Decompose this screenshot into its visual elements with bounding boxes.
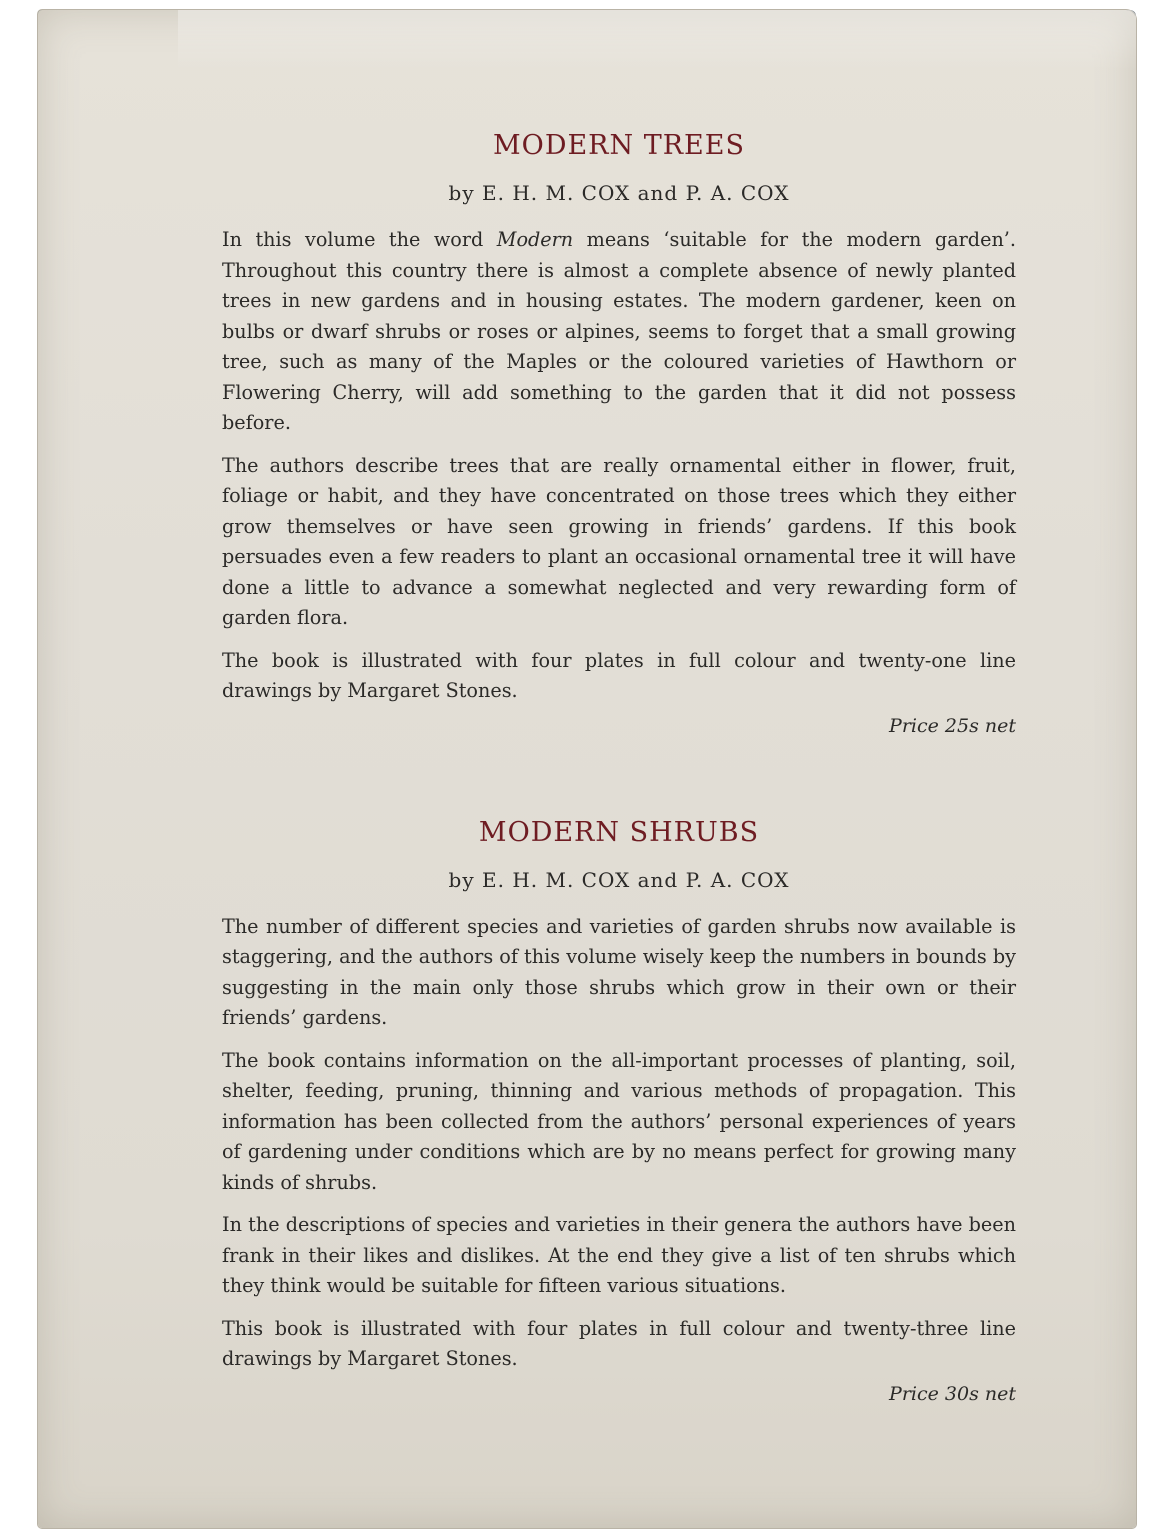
price-label: Price 30s net: [889, 1382, 1016, 1405]
description-paragraph: The book contains information on the all-important processes of planting, soil, shelter, feeding, pruning, thinning and various methods of propagation. This information has been collected from the authors’ personal experiences of years of gardening under conditions which are by no means perfect for growing many kinds of shrubs.: [222, 1048, 1016, 1194]
book-title: MODERN TREES: [493, 130, 745, 161]
book-modern-trees: [222, 130, 1016, 737]
illustration-note: The book is illustrated with four plates in full colour and twenty-one line drawings by Margaret Stones.: [222, 648, 1016, 702]
emphasis-word: Modern: [496, 228, 574, 251]
jacket-text: [222, 130, 1016, 1405]
text-run: In this volume the word: [222, 228, 497, 251]
description-paragraph: The number of different species and varieties of garden shrubs now available is staggering, and the authors of this volume wisely keep the numbers in bounds by suggesting in the main only those shrubs which grow in their own or their friends’ gardens.: [222, 914, 1016, 1029]
book-modern-shrubs: [222, 817, 1016, 1405]
book-byline: by E. H. M. COX and P. A. COX: [448, 181, 790, 205]
price-label: Price 25s net: [889, 714, 1016, 737]
text-run: means ‘suitable for the modern garden’. Throughout this country there is almost a complete absence of newly planted trees in new gardens and in housing estates. The modern gardener, keen on bulbs or dwarf shrubs or roses or alpines, seems to forget that a small growing tree, such as many of the Maples or the coloured varieties of Hawthorn or Flowering Cherry, will add something to the garden that it did not possess before.: [222, 228, 1016, 434]
description-paragraph: The authors describe trees that are really ornamental either in flower, fruit, foliage or habit, and they have concentrated on those trees which they either grow themselves or have seen growing in friends’ gardens. If this book persuades even a few readers to plant an occasional ornamental tree it will have done a little to advance a somewhat neglected and very rewarding form of garden flora.: [222, 453, 1016, 629]
description-paragraph: [222, 225, 1016, 439]
book-title: MODERN SHRUBS: [478, 816, 760, 848]
description-paragraph: In the descriptions of species and varieties in their genera the authors have been frank in their likes and dislikes. At the end they give a list of ten shrubs which they think would be suitable for fifteen various situations.: [222, 1213, 1016, 1297]
illustration-note: This book is illustrated with four plates in full colour and twenty-three line drawings by Margaret Stones.: [222, 1316, 1016, 1370]
book-byline: by E. H. M. COX and P. A. COX: [448, 867, 790, 892]
